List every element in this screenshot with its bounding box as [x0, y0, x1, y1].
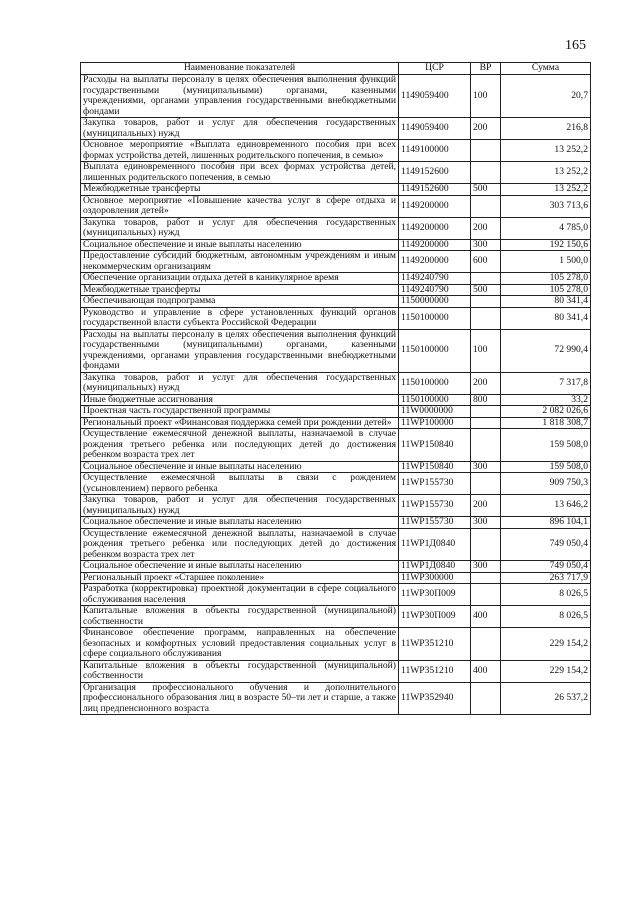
- cell-vr: 100: [471, 75, 501, 118]
- cell-sum: 8 026,5: [501, 606, 591, 628]
- cell-csr: 11WP300000: [399, 572, 471, 584]
- cell-sum: 159 508,0: [501, 429, 591, 462]
- cell-vr: [471, 584, 501, 606]
- cell-name: Региональный проект «Финансовая поддержка семей при рождении детей»: [81, 417, 399, 429]
- cell-vr: 600: [471, 251, 501, 273]
- cell-name: Межбюджетные трансферты: [81, 284, 399, 296]
- cell-csr: 1150100000: [399, 394, 471, 406]
- table-row: [81, 284, 591, 296]
- cell-name: Закупка товаров, работ и услуг для обеспечения государственных (муниципальных) нужд: [81, 495, 399, 517]
- cell-csr: 11WP1Д0840: [399, 528, 471, 561]
- cell-csr: 11WP150840: [399, 461, 471, 473]
- table-row: [81, 406, 591, 418]
- table-row: [81, 606, 591, 628]
- cell-vr: [471, 528, 501, 561]
- table-row: [81, 528, 591, 561]
- cell-name: Обеспечение организации отдыха детей в каникулярное время: [81, 273, 399, 285]
- cell-name: Капитальные вложения в объекты государственной (муниципальной) собственности: [81, 660, 399, 682]
- table-row: [81, 372, 591, 394]
- cell-csr: 1149240790: [399, 273, 471, 285]
- cell-csr: 1149200000: [399, 195, 471, 217]
- table-row: [81, 495, 591, 517]
- cell-vr: [471, 195, 501, 217]
- cell-vr: 100: [471, 329, 501, 372]
- cell-sum: 909 750,3: [501, 473, 591, 495]
- cell-name: Проектная часть государственной программы: [81, 406, 399, 418]
- column-header-csr: ЦСР: [399, 63, 471, 75]
- table-row: [81, 572, 591, 584]
- cell-sum: 105 278,0: [501, 273, 591, 285]
- cell-sum: 192 150,6: [501, 239, 591, 251]
- cell-sum: 20,7: [501, 75, 591, 118]
- cell-sum: 2 082 026,6: [501, 406, 591, 418]
- table-row: [81, 251, 591, 273]
- table-row: [81, 517, 591, 529]
- cell-csr: 11WP100000: [399, 417, 471, 429]
- cell-csr: 11W0000000: [399, 406, 471, 418]
- cell-name: Обеспечивающая подпрограмма: [81, 296, 399, 308]
- table-row: [81, 195, 591, 217]
- table-row: [81, 296, 591, 308]
- cell-vr: [471, 682, 501, 715]
- cell-csr: 11WP155730: [399, 473, 471, 495]
- cell-vr: 300: [471, 239, 501, 251]
- cell-sum: 1 818 308,7: [501, 417, 591, 429]
- cell-name: Организация профессионального обучения и дополнительного профессионального образования лиц в возрасте 50–ти лет и старше, а также лиц предпенсионного возраста: [81, 682, 399, 715]
- cell-csr: 1149152600: [399, 184, 471, 196]
- cell-name: Предоставление субсидий бюджетным, автономным учреждениям и иным некоммерческим организациям: [81, 251, 399, 273]
- cell-csr: 1149200000: [399, 239, 471, 251]
- cell-name: Закупка товаров, работ и услуг для обеспечения государственных (муниципальных) нужд: [81, 118, 399, 140]
- table-row: [81, 273, 591, 285]
- cell-vr: [471, 429, 501, 462]
- table-row: [81, 429, 591, 462]
- table-row: [81, 461, 591, 473]
- table-row: [81, 394, 591, 406]
- cell-csr: 11WP155730: [399, 495, 471, 517]
- cell-vr: [471, 162, 501, 184]
- cell-name: Осуществление ежемесячной денежной выплаты, назначаемой в случае рождения третьего ребенка или последующих детей до достижения ребенком возраста трех лет: [81, 429, 399, 462]
- cell-sum: 303 713,6: [501, 195, 591, 217]
- cell-csr: 1149059400: [399, 118, 471, 140]
- cell-name: Социальное обеспечение и иные выплаты населению: [81, 517, 399, 529]
- table-row: [81, 584, 591, 606]
- cell-sum: 33,2: [501, 394, 591, 406]
- table-row: [81, 329, 591, 372]
- cell-csr: 11WP351210: [399, 660, 471, 682]
- table-row: [81, 660, 591, 682]
- cell-name: Выплата единовременного пособия при всех формах устройства детей, лишенных родительского попечения, в семью: [81, 162, 399, 184]
- cell-csr: 1150100000: [399, 372, 471, 394]
- cell-csr: 11WP1Д0840: [399, 561, 471, 573]
- table-row: [81, 417, 591, 429]
- cell-vr: 300: [471, 461, 501, 473]
- cell-name: Региональный проект «Старшее поколение»: [81, 572, 399, 584]
- cell-name: Расходы на выплаты персоналу в целях обеспечения выполнения функций государственными (муниципальными) органами, казенными учреждениями, органами управления государственными внебюджетными фондами: [81, 75, 399, 118]
- cell-name: Межбюджетные трансферты: [81, 184, 399, 196]
- table-row: [81, 307, 591, 329]
- cell-vr: [471, 417, 501, 429]
- cell-vr: 500: [471, 284, 501, 296]
- cell-name: Социальное обеспечение и иные выплаты населению: [81, 461, 399, 473]
- cell-vr: 400: [471, 606, 501, 628]
- cell-sum: 229 154,2: [501, 660, 591, 682]
- cell-vr: 500: [471, 184, 501, 196]
- cell-vr: [471, 473, 501, 495]
- cell-sum: 749 050,4: [501, 561, 591, 573]
- cell-vr: [471, 628, 501, 661]
- cell-name: Основное мероприятие «Повышение качества услуг в сфере отдыха и оздоровления детей»: [81, 195, 399, 217]
- cell-sum: 8 026,5: [501, 584, 591, 606]
- cell-vr: 300: [471, 517, 501, 529]
- cell-name: Основное мероприятие «Выплата единовременного пособия при всех формах устройства детей, лишенных родительского попечения, в семью»: [81, 140, 399, 162]
- cell-csr: 1149240790: [399, 284, 471, 296]
- cell-sum: 4 785,0: [501, 217, 591, 239]
- cell-vr: [471, 406, 501, 418]
- cell-sum: 7 317,8: [501, 372, 591, 394]
- table-row: [81, 162, 591, 184]
- cell-vr: 300: [471, 561, 501, 573]
- cell-csr: 11WP150840: [399, 429, 471, 462]
- cell-vr: [471, 140, 501, 162]
- cell-name: Капитальные вложения в объекты государственной (муниципальной) собственности: [81, 606, 399, 628]
- cell-sum: 13 252,2: [501, 162, 591, 184]
- cell-name: Социальное обеспечение и иные выплаты населению: [81, 561, 399, 573]
- cell-name: Осуществление ежемесячной денежной выплаты, назначаемой в случае рождения третьего ребенка или последующих детей до достижения ребенком возраста трех лет: [81, 528, 399, 561]
- cell-sum: 216,8: [501, 118, 591, 140]
- cell-sum: 105 278,0: [501, 284, 591, 296]
- cell-csr: 11WP30П009: [399, 606, 471, 628]
- table-row: [81, 217, 591, 239]
- cell-name: Разработка (корректировка) проектной документации в сфере социального обслуживания населения: [81, 584, 399, 606]
- cell-csr: 11WP352940: [399, 682, 471, 715]
- table-row: [81, 473, 591, 495]
- table-row: [81, 118, 591, 140]
- cell-sum: 13 252,2: [501, 140, 591, 162]
- cell-csr: 1149100000: [399, 140, 471, 162]
- cell-sum: 80 341,4: [501, 296, 591, 308]
- table-row: [81, 184, 591, 196]
- cell-name: Закупка товаров, работ и услуг для обеспечения государственных (муниципальных) нужд: [81, 372, 399, 394]
- cell-name: Расходы на выплаты персоналу в целях обеспечения выполнения функций государственными (муниципальными) органами, казенными учреждениями, органами управления государственными внебюджетными фондами: [81, 329, 399, 372]
- table-row: [81, 239, 591, 251]
- cell-vr: 200: [471, 372, 501, 394]
- cell-csr: 1149152600: [399, 162, 471, 184]
- cell-vr: [471, 572, 501, 584]
- cell-csr: 11WP155730: [399, 517, 471, 529]
- cell-csr: 1150000000: [399, 296, 471, 308]
- cell-sum: 13 646,2: [501, 495, 591, 517]
- cell-csr: 11WP30П009: [399, 584, 471, 606]
- cell-sum: 229 154,2: [501, 628, 591, 661]
- table-row: [81, 75, 591, 118]
- cell-sum: 80 341,4: [501, 307, 591, 329]
- table-header-row: [81, 63, 591, 75]
- cell-name: Социальное обеспечение и иные выплаты населению: [81, 239, 399, 251]
- cell-name: Закупка товаров, работ и услуг для обеспечения государственных (муниципальных) нужд: [81, 217, 399, 239]
- table-row: [81, 628, 591, 661]
- cell-csr: 1150100000: [399, 307, 471, 329]
- cell-vr: 800: [471, 394, 501, 406]
- page-number: 165: [565, 38, 586, 53]
- cell-csr: 1149059400: [399, 75, 471, 118]
- cell-sum: 72 990,4: [501, 329, 591, 372]
- column-header-name: Наименование показателей: [81, 63, 399, 75]
- table-row: [81, 140, 591, 162]
- cell-sum: 1 500,0: [501, 251, 591, 273]
- cell-vr: [471, 296, 501, 308]
- cell-sum: 26 537,2: [501, 682, 591, 715]
- cell-vr: [471, 273, 501, 285]
- cell-csr: 1149200000: [399, 251, 471, 273]
- cell-name: Иные бюджетные ассигнования: [81, 394, 399, 406]
- cell-vr: [471, 307, 501, 329]
- cell-vr: 200: [471, 495, 501, 517]
- cell-sum: 749 050,4: [501, 528, 591, 561]
- cell-sum: 263 717,9: [501, 572, 591, 584]
- table-row: [81, 682, 591, 715]
- cell-vr: 200: [471, 118, 501, 140]
- cell-vr: 200: [471, 217, 501, 239]
- cell-sum: 13 252,2: [501, 184, 591, 196]
- column-header-vr: ВР: [471, 63, 501, 75]
- cell-csr: 1149200000: [399, 217, 471, 239]
- cell-name: Осуществление ежемесячной выплаты в связи с рождением (усыновлением) первого ребенка: [81, 473, 399, 495]
- cell-name: Финансовое обеспечение программ, направленных на обеспечение безопасных и комфортных условий предоставления социальных услуг в сфере социального обслуживания: [81, 628, 399, 661]
- cell-vr: 400: [471, 660, 501, 682]
- budget-table: [80, 62, 591, 715]
- cell-sum: 896 104,1: [501, 517, 591, 529]
- column-header-sum: Сумма: [501, 63, 591, 75]
- cell-csr: 11WP351210: [399, 628, 471, 661]
- cell-name: Руководство и управление в сфере установленных функций органов государственной власти субъекта Российской Федерации: [81, 307, 399, 329]
- cell-csr: 1150100000: [399, 329, 471, 372]
- table-row: [81, 561, 591, 573]
- cell-sum: 159 508,0: [501, 461, 591, 473]
